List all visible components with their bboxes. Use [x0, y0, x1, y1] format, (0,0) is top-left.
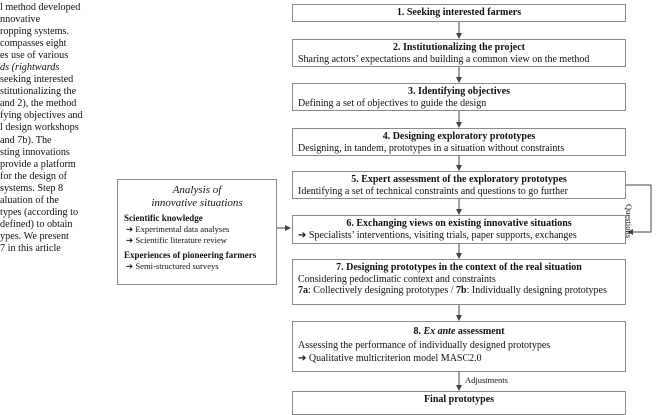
step-8-desc2-line — [298, 353, 620, 365]
arrow-right-icon: ➔ — [298, 229, 307, 241]
step-8-desc: Assessing the performance of individually designed prototypes — [298, 339, 551, 351]
arrow-right-icon: ➔ — [298, 353, 307, 364]
adjustments-label: Adjustments — [465, 375, 508, 385]
step-7a-label: 7a — [298, 285, 308, 296]
step-3-box — [292, 83, 626, 111]
side-line: systems. Step 8 — [0, 182, 64, 194]
arrow-right-icon: ➔ — [126, 224, 134, 234]
side-line: fying objectives and — [0, 110, 83, 122]
side-line: and 7b). The — [0, 134, 52, 146]
side-line: es use of various — [0, 50, 69, 62]
side-line: compasses eight — [0, 38, 67, 50]
side-line: nnovative — [0, 14, 41, 26]
scientific-knowledge-heading: Scientific knowledge — [124, 213, 203, 223]
analysis-box — [117, 179, 277, 285]
side-line: provide a platform — [0, 158, 76, 170]
side-line: stitutionalizing the — [0, 86, 77, 98]
side-line: ds (rightwards — [0, 62, 60, 74]
final-prototypes-box — [292, 391, 626, 415]
step-7b-text: : Individually designing prototypes — [466, 285, 607, 296]
side-line: l design workshops — [0, 122, 79, 134]
arrow-right-icon: ➔ — [126, 261, 134, 271]
step-8-title-rest: assessment — [455, 326, 505, 337]
step-5-title: 5. Expert assessment of the exploratory prototypes — [351, 174, 567, 185]
step-4-title: 4. Designing exploratory prototypes — [382, 131, 536, 142]
step-3-title: 3. Identifying objectives — [408, 86, 510, 97]
questions-label: Questions — [624, 204, 634, 238]
step-8-title — [298, 326, 620, 338]
step-2-box — [292, 39, 626, 67]
step-6-title: 6. Exchanging views on existing innovative situations — [346, 218, 572, 229]
step-1-title: 1. Seeking interested farmers — [396, 7, 522, 18]
step-5-desc: Identifying a set of technical constraints and questions to go further — [298, 185, 568, 197]
side-line: types (according to — [0, 206, 79, 218]
analysis-item — [124, 235, 270, 246]
side-line: and 2), the method — [0, 98, 77, 110]
step-4-desc: Designing, in tandem, prototypes in a situation without constraints — [298, 142, 565, 154]
step-1-box — [292, 4, 626, 22]
sci-item-1: Experimental data analyses — [135, 224, 230, 234]
step-7-title: 7. Designing prototypes in the context of the real situation — [336, 262, 582, 273]
side-line: l method developed — [0, 2, 81, 13]
side-line: for the design of — [0, 170, 68, 182]
arrow-right-icon: ➔ — [126, 235, 134, 245]
step-7a-text: : Collectively designing prototypes / — [308, 285, 457, 296]
analysis-item — [124, 224, 270, 235]
analysis-title-2: innovative situations — [151, 196, 243, 209]
analysis-item — [124, 261, 270, 272]
step-6-desc-line — [298, 230, 620, 242]
sci-item-2: Scientific literature review — [135, 235, 227, 245]
step-8-title-num: 8. — [413, 326, 424, 337]
step-7-ab-line — [298, 285, 620, 297]
side-line: aluation of the — [0, 194, 59, 206]
step-7-box — [292, 259, 626, 305]
step-3-desc: Defining a set of objectives to guide the design — [298, 97, 487, 109]
exp-item-1: Semi-structured surveys — [135, 261, 219, 271]
side-paragraph — [0, 2, 126, 255]
side-line: defined) to obtain — [0, 218, 73, 230]
step-8-box — [292, 321, 626, 372]
step-8-title-em: Ex ante — [423, 326, 456, 337]
side-line: ypes. We present — [0, 230, 69, 242]
final-prototypes-title: Final prototypes — [423, 394, 495, 405]
step-4-box — [292, 128, 626, 156]
step-7-desc: Considering pedoclimatic context and constraints — [298, 273, 496, 285]
experiences-heading: Experiences of pioneering farmers — [124, 250, 257, 260]
side-line: 7 in this article — [0, 242, 61, 254]
analysis-title-1: Analysis of — [172, 184, 222, 196]
step-6-desc: Specialists’ interventions, visiting trials, paper supports, exchanges — [308, 229, 577, 241]
side-line: sting innovations — [0, 146, 70, 158]
step-8-desc2: Qualitative multicriterion model MASC2.0 — [308, 353, 482, 364]
step-7b-label: 7b — [456, 285, 467, 296]
step-2-title: 2. Institutionalizing the project — [392, 42, 526, 53]
step-2-desc: Sharing actors’ expectations and building a common view on the method — [298, 53, 590, 65]
side-line: seeking interested — [0, 74, 74, 86]
step-5-box — [292, 171, 626, 199]
side-line: ropping systems. — [0, 26, 70, 38]
step-6-box — [292, 215, 626, 244]
